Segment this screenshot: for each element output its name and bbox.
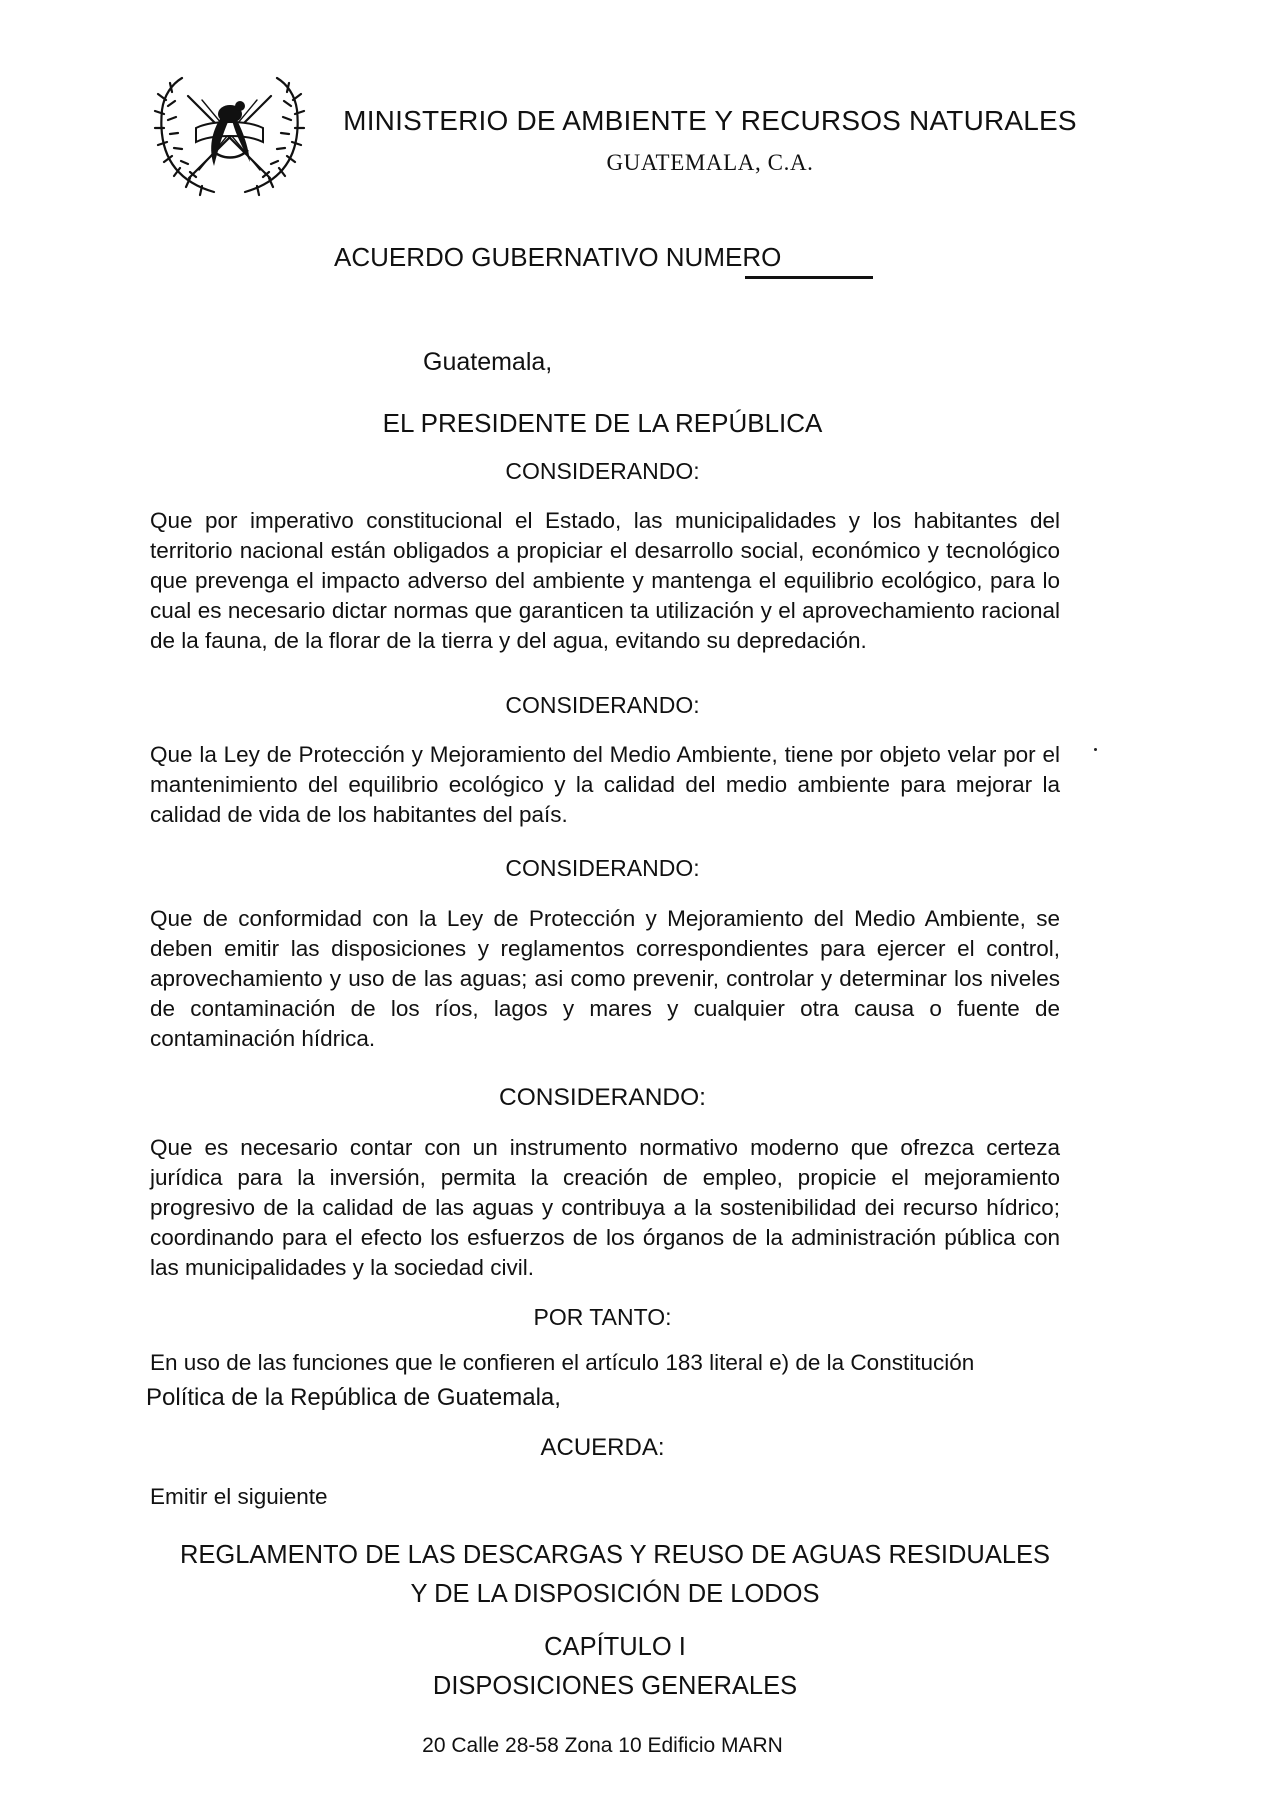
considerando-paragraph: Que por imperativo constitucional el Estado, las municipalidades y los habitantes del territorio nacional están obligados a propiciar el desarrollo social, económico y tecnológico que prevenga el impacto adverso del ambiente y mantenga el equilibrio ecológico, para lo cual es necesario dictar normas que garanticen ta utilización y el aprovechamiento racional de la fauna, de la florar de la tierra y del agua, evitando su depredación. [150, 508, 1060, 653]
president-heading: EL PRESIDENTE DE LA REPÚBLICA [382, 408, 823, 438]
place-date: Guatemala, [423, 348, 553, 376]
por-tanto-heading: POR TANTO: [533, 1304, 672, 1330]
footer-address: 20 Calle 28-58 Zona 10 Edificio MARN [422, 1734, 783, 1757]
acuerda-text: Emitir el siguiente [150, 1484, 328, 1509]
considerando-paragraph: Que es necesario contar con un instrumento normativo moderno que ofrezca certeza jurídica para la inversión, permita la creación de empleo, propicie el mejoramiento progresivo de la calidad de las aguas y contribuya a la sostenibilidad dei recurso hídrico; coordinando para el efecto los esfuerzos de los órganos de la administración pública con las municipalidades y la sociedad civil. [150, 1135, 1060, 1280]
acuerda-heading: ACUERDA: [540, 1434, 665, 1461]
por-tanto-line: Política de la República de Guatemala, [146, 1384, 561, 1411]
considerando-heading: CONSIDERANDO: [505, 692, 700, 718]
considerando-heading: CONSIDERANDO: [505, 855, 700, 881]
reglamento-title-line: Y DE LA DISPOSICIÓN DE LODOS [410, 1580, 820, 1608]
reglamento-title-line: REGLAMENTO DE LAS DESCARGAS Y REUSO DE AGUAS RESIDUALES [179, 1541, 1051, 1569]
reglamento-title [150, 1536, 1080, 1614]
considerando-heading: CONSIDERANDO: [505, 458, 700, 484]
por-tanto-line: En uso de las funciones que le confieren el artículo 183 literal e) de la Constitución [150, 1350, 975, 1375]
ministry-name: MINISTERIO DE AMBIENTE Y RECURSOS NATURALES [343, 105, 1077, 136]
acuerdo-label: ACUERDO GUBERNATIVO NUMERO [334, 242, 782, 272]
considerando-paragraph: Que de conformidad con la Ley de Protección y Mejoramiento del Medio Ambiente, se deben emitir las disposiciones y reglamentos correspondientes para ejercer el control, aprovechamiento y uso de las aguas; asi como prevenir, controlar y determinar los niveles de contaminación de los ríos, lagos y mares y cualquier otra causa o fuente de contaminación hídrica. [150, 906, 1060, 1051]
chapter-number: CAPÍTULO I [544, 1633, 686, 1661]
considerando-heading: CONSIDERANDO: [499, 1084, 706, 1111]
chapter-heading [150, 1628, 1080, 1706]
stray-mark [1094, 748, 1097, 751]
considerando-paragraph: Que la Ley de Protección y Mejoramiento del Medio Ambiente, tiene por objeto velar por el mantenimiento del equilibrio ecológico y la calidad del medio ambiente para mejorar la calidad de vida de los habitantes del país. [150, 742, 1060, 827]
coat-of-arms-guatemala-icon [152, 70, 307, 198]
country-name: GUATEMALA, C.A. [606, 150, 814, 175]
acuerdo-number-blank [745, 276, 873, 279]
chapter-title: DISPOSICIONES GENERALES [432, 1672, 798, 1700]
